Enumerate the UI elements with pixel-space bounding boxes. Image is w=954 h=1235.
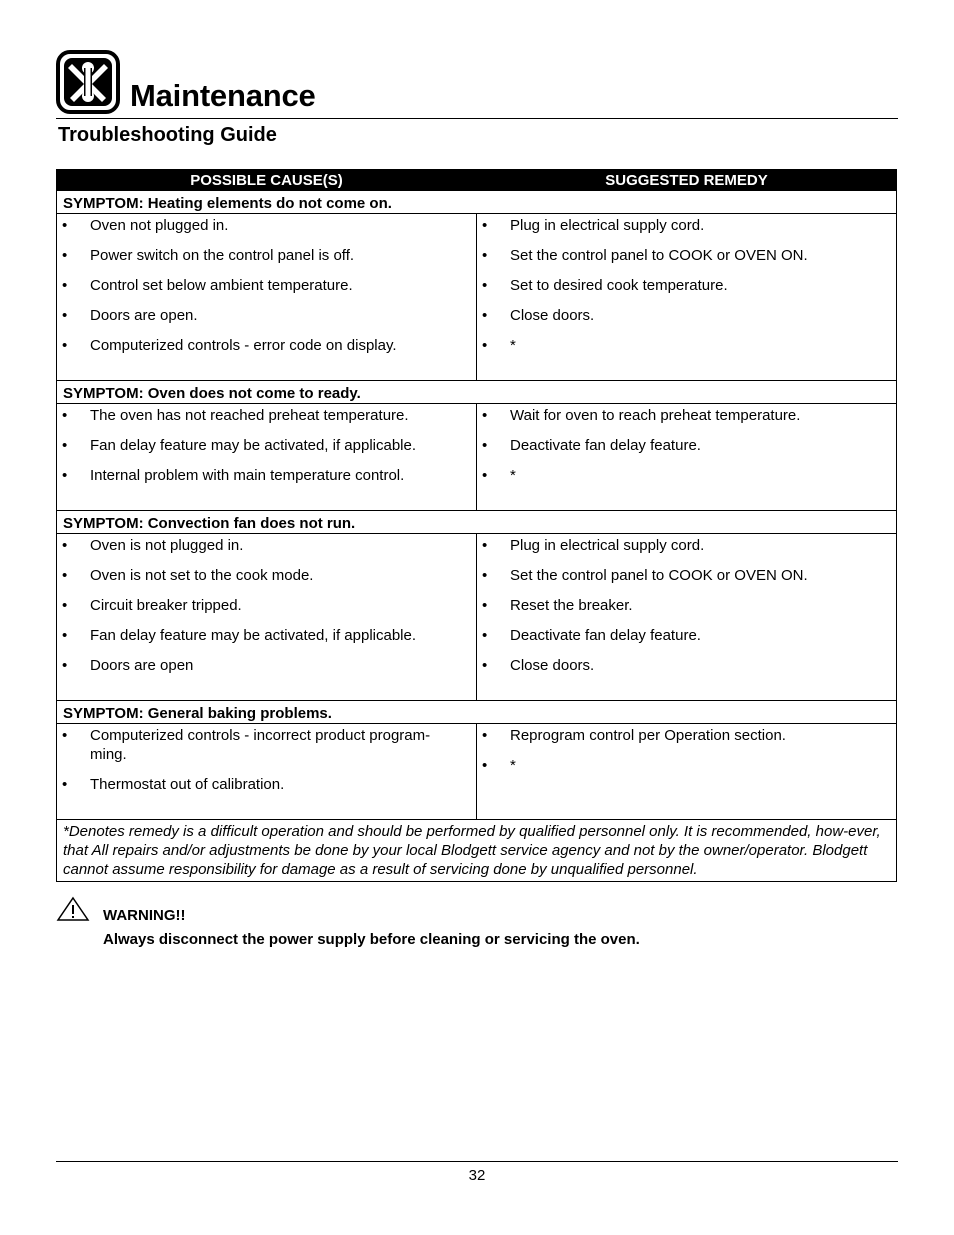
cause-list-cell bbox=[57, 724, 477, 820]
remedy-list-cell bbox=[477, 724, 897, 820]
table-row bbox=[57, 724, 897, 820]
cause-item: • Doors are open bbox=[57, 656, 476, 686]
remedy-item: • Set the control panel to COOK or OVEN ON. bbox=[477, 566, 896, 596]
cause-item: • Power switch on the control panel is off. bbox=[57, 246, 476, 276]
cause-item: • Fan delay feature may be activated, if applicable. bbox=[57, 626, 476, 656]
cause-item: • Internal problem with main temperature control. bbox=[57, 466, 476, 496]
table-row bbox=[57, 214, 897, 381]
cause-item: • The oven has not reached preheat temperature. bbox=[57, 406, 476, 436]
symptom-row bbox=[57, 511, 897, 534]
remedy-item: • Plug in electrical supply cord. bbox=[477, 536, 896, 566]
remedy-list-cell bbox=[477, 404, 897, 511]
section-title: Troubleshooting Guide bbox=[58, 124, 277, 146]
symptom-label: SYMPTOM: Heating elements do not come on. bbox=[57, 191, 897, 214]
cause-item: • Circuit breaker tripped. bbox=[57, 596, 476, 626]
remedy-item: • Wait for oven to reach preheat temperature. bbox=[477, 406, 896, 436]
cause-list-cell bbox=[57, 404, 477, 511]
cause-item: • Computerized controls - error code on display. bbox=[57, 336, 476, 366]
column-header-cause: POSSIBLE CAUSE(S) bbox=[57, 170, 477, 191]
symptom-label: SYMPTOM: Convection fan does not run. bbox=[57, 511, 897, 534]
table-footnote: *Denotes remedy is a difficult operation and should be performed by qualified personnel only. It is recommended, how-ever, that All repairs and/or adjustments be done by your local Blodgett service agency and not by the owner/operator. Blodgett cannot assume responsibility for damage as a result of servicing done by unqualified personnel. bbox=[57, 820, 897, 882]
remedy-list-cell bbox=[477, 534, 897, 701]
table-header-row bbox=[57, 170, 897, 191]
cause-list-cell bbox=[57, 534, 477, 701]
cause-item: • Oven not plugged in. bbox=[57, 216, 476, 246]
remedy-list bbox=[477, 536, 896, 686]
warning-text: Always disconnect the power supply before cleaning or servicing the oven. bbox=[103, 931, 640, 948]
symptom-row bbox=[57, 381, 897, 404]
page-header bbox=[56, 48, 898, 119]
cause-list bbox=[57, 726, 476, 805]
remedy-item: • Set to desired cook temperature. bbox=[477, 276, 896, 306]
warning-triangle-icon bbox=[56, 896, 90, 922]
cause-list bbox=[57, 216, 476, 366]
cause-item: • Fan delay feature may be activated, if applicable. bbox=[57, 436, 476, 466]
remedy-item: • Set the control panel to COOK or OVEN ON. bbox=[477, 246, 896, 276]
page-number: 32 bbox=[468, 1167, 486, 1184]
remedy-item: • Reprogram control per Operation section. bbox=[477, 726, 896, 756]
table-row bbox=[57, 404, 897, 511]
symptom-label: SYMPTOM: General baking problems. bbox=[57, 701, 897, 724]
column-header-remedy: SUGGESTED REMEDY bbox=[477, 170, 897, 191]
cause-list bbox=[57, 536, 476, 686]
symptom-row bbox=[57, 191, 897, 214]
troubleshooting-table bbox=[56, 169, 897, 882]
remedy-list bbox=[477, 216, 896, 366]
remedy-list bbox=[477, 726, 896, 786]
footer-divider bbox=[56, 1161, 898, 1162]
remedy-list-cell bbox=[477, 214, 897, 381]
cause-item: • Doors are open. bbox=[57, 306, 476, 336]
remedy-item: • Close doors. bbox=[477, 306, 896, 336]
cause-list-cell bbox=[57, 214, 477, 381]
symptom-label: SYMPTOM: Oven does not come to ready. bbox=[57, 381, 897, 404]
remedy-item: • * bbox=[477, 336, 896, 366]
remedy-item: • Deactivate fan delay feature. bbox=[477, 436, 896, 466]
remedy-item: • * bbox=[477, 756, 896, 786]
remedy-item: • Deactivate fan delay feature. bbox=[477, 626, 896, 656]
cause-item: • Oven is not plugged in. bbox=[57, 536, 476, 566]
table-row bbox=[57, 534, 897, 701]
remedy-item: • Plug in electrical supply cord. bbox=[477, 216, 896, 246]
warning-title: WARNING!! bbox=[103, 907, 186, 924]
remedy-item: • Close doors. bbox=[477, 656, 896, 686]
cause-item: • Computerized controls - incorrect product program-ming. bbox=[57, 726, 476, 775]
cause-item: • Control set below ambient temperature. bbox=[57, 276, 476, 306]
remedy-item: • Reset the breaker. bbox=[477, 596, 896, 626]
maintenance-tools-icon bbox=[56, 50, 120, 114]
cause-list bbox=[57, 406, 476, 496]
page-title: Maintenance bbox=[130, 78, 316, 113]
cause-item: • Thermostat out of calibration. bbox=[57, 775, 476, 805]
remedy-list bbox=[477, 406, 896, 496]
cause-item: • Oven is not set to the cook mode. bbox=[57, 566, 476, 596]
remedy-item: • * bbox=[477, 466, 896, 496]
symptom-row bbox=[57, 701, 897, 724]
